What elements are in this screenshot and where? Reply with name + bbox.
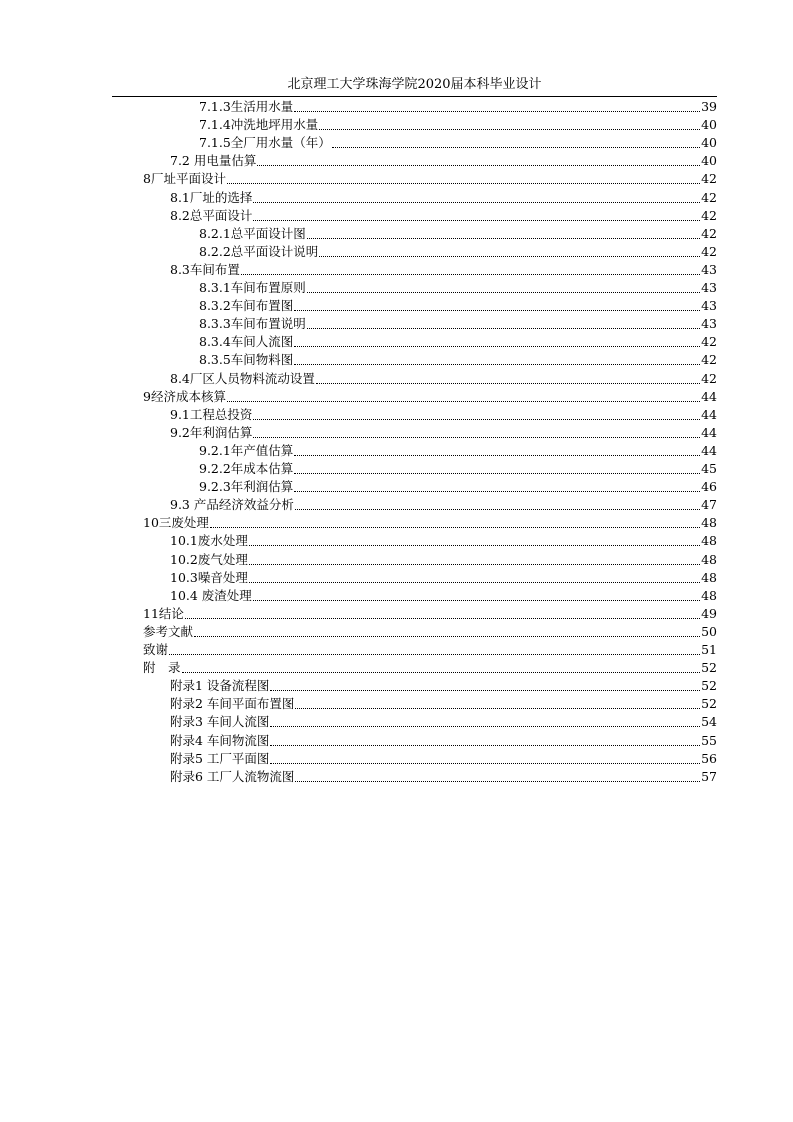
toc-entry[interactable] <box>170 695 717 713</box>
toc-page-number: 48 <box>701 533 717 549</box>
toc-entry[interactable] <box>199 243 717 261</box>
toc-dot-leader <box>295 508 700 510</box>
toc-page-number: 50 <box>701 623 717 639</box>
toc-entry-title: 附录5 工厂平面图 <box>170 750 270 766</box>
toc-entry[interactable] <box>170 569 717 587</box>
toc-entry-title: 附录3 车间人流图 <box>170 714 270 730</box>
toc-dot-leader <box>253 201 700 203</box>
toc-page-number: 40 <box>701 117 717 133</box>
toc-entry[interactable] <box>199 116 717 134</box>
toc-entry-title: 8.3.4车间人流图 <box>199 334 294 350</box>
toc-entry-title: 9经济成本核算 <box>143 388 226 404</box>
toc-dot-leader <box>257 164 700 166</box>
toc-page-number: 42 <box>701 334 717 350</box>
toc-entry-title: 10.4 废渣处理 <box>170 587 252 603</box>
toc-dot-leader <box>270 744 700 746</box>
toc-entry-title: 9.1工程总投资 <box>170 406 253 422</box>
toc-page-number: 42 <box>701 370 717 386</box>
toc-dot-leader <box>253 436 700 438</box>
toc-entry-title: 8.1厂址的选择 <box>170 189 253 205</box>
toc-entry[interactable] <box>170 713 717 731</box>
toc-entry-title: 附 录 <box>143 660 181 676</box>
toc-entry[interactable] <box>199 297 717 315</box>
toc-entry-title: 8.4厂区人员物料流动设置 <box>170 370 315 386</box>
toc-entry[interactable] <box>170 261 717 279</box>
toc-entry[interactable] <box>170 496 717 514</box>
toc-page-number: 48 <box>701 551 717 567</box>
toc-entry-title: 参考文献 <box>143 623 194 639</box>
toc-page-number: 40 <box>701 153 717 169</box>
toc-dot-leader <box>294 309 700 311</box>
toc-entry[interactable] <box>170 587 717 605</box>
toc-dot-leader <box>270 762 700 764</box>
toc-dot-leader <box>227 182 700 184</box>
toc-entry[interactable] <box>143 388 717 406</box>
toc-entry[interactable] <box>170 750 717 768</box>
toc-entry-title: 7.1.3生活用水量 <box>199 99 294 114</box>
toc-entry-title: 附录6 工厂人流物流图 <box>170 768 295 784</box>
toc-dot-leader <box>307 237 700 239</box>
toc-page-number: 49 <box>701 605 717 621</box>
toc-page-number: 42 <box>701 189 717 205</box>
toc-page-number: 45 <box>701 461 717 476</box>
toc-dot-leader <box>227 400 700 402</box>
toc-entry[interactable] <box>170 677 717 695</box>
toc-entry[interactable] <box>143 170 717 188</box>
toc-entry[interactable] <box>170 207 717 225</box>
toc-entry-title: 8.3.3车间布置说明 <box>199 316 306 332</box>
toc-entry-title: 9.2.3年利润估算 <box>199 479 294 495</box>
toc-dot-leader <box>319 255 700 257</box>
toc-entry[interactable] <box>199 315 717 333</box>
toc-dot-leader <box>210 526 700 528</box>
toc-entry[interactable] <box>143 514 717 532</box>
toc-entry[interactable] <box>170 424 717 442</box>
toc-page-number: 44 <box>701 406 717 422</box>
toc-dot-leader <box>295 707 700 709</box>
toc-dot-leader <box>295 780 700 782</box>
toc-entry-title: 8.3.5车间物料图 <box>199 352 294 368</box>
toc-page-number: 42 <box>701 243 717 259</box>
toc-page-number: 42 <box>701 225 717 241</box>
toc-page-number: 57 <box>701 768 717 784</box>
toc-entry-title: 10.3噪音处理 <box>170 569 248 585</box>
toc-page-number: 43 <box>701 261 717 277</box>
toc-page-number: 48 <box>701 515 717 531</box>
toc-dot-leader <box>294 110 700 112</box>
toc-page-number: 43 <box>701 280 717 295</box>
toc-page-number: 40 <box>701 135 717 151</box>
toc-entry-title: 附录4 车间物流图 <box>170 732 270 748</box>
toc-dot-leader <box>316 382 700 384</box>
toc-dot-leader <box>253 219 700 221</box>
toc-page-number: 39 <box>701 99 717 114</box>
toc-entry-title: 7.2 用电量估算 <box>170 153 257 169</box>
toc-dot-leader <box>182 671 701 673</box>
toc-dot-leader <box>332 146 700 148</box>
toc-entry[interactable] <box>199 279 717 297</box>
toc-entry[interactable] <box>143 623 717 641</box>
toc-entry-title: 致谢 <box>143 642 169 657</box>
toc-entry[interactable] <box>170 189 717 207</box>
toc-dot-leader <box>253 418 700 420</box>
toc-entry-title: 9.2年利润估算 <box>170 424 253 440</box>
toc-page-number: 46 <box>701 479 717 495</box>
toc-entry-title: 9.3 产品经济效益分析 <box>170 497 294 513</box>
toc-entry-title: 8.3车间布置 <box>170 261 240 277</box>
toc-page-number: 42 <box>701 171 717 187</box>
toc-entry-title: 8.2总平面设计 <box>170 207 253 223</box>
toc-page-number: 48 <box>701 569 717 585</box>
toc-entry[interactable] <box>199 460 717 478</box>
toc-entry-title: 7.1.4冲洗地坪用水量 <box>199 117 319 133</box>
toc-dot-leader <box>249 581 700 583</box>
toc-entry[interactable] <box>143 641 717 659</box>
toc-page-number: 43 <box>701 316 717 332</box>
toc-dot-leader <box>319 128 700 130</box>
toc-entry[interactable] <box>170 768 717 786</box>
toc-page-number: 42 <box>701 352 717 368</box>
toc-dot-leader <box>294 472 700 474</box>
toc-entry[interactable] <box>199 134 717 152</box>
toc-page-number: 43 <box>701 298 717 314</box>
toc-page-number: 42 <box>701 207 717 223</box>
toc-page-number: 55 <box>701 732 717 748</box>
toc-entry[interactable] <box>170 370 717 388</box>
toc-entry-title: 8.2.2总平面设计说明 <box>199 243 319 259</box>
toc-entry[interactable] <box>143 605 717 623</box>
toc-entry-title: 11结论 <box>143 605 184 621</box>
toc-dot-leader <box>307 291 700 293</box>
toc-dot-leader <box>253 599 700 601</box>
toc-entry[interactable] <box>143 659 717 677</box>
toc-entry-title: 10三废处理 <box>143 515 209 531</box>
toc-entry[interactable] <box>170 551 717 569</box>
toc-dot-leader <box>294 363 700 365</box>
toc-page-number: 52 <box>701 678 717 694</box>
toc-entry-title: 8.2.1总平面设计图 <box>199 225 306 241</box>
toc-entry[interactable] <box>199 442 717 460</box>
toc-page-number: 51 <box>701 642 717 657</box>
toc-dot-leader <box>294 345 700 347</box>
toc-dot-leader <box>194 635 700 637</box>
toc-dot-leader <box>249 544 700 546</box>
toc-dot-leader <box>249 563 700 565</box>
toc-entry-title: 8.3.2车间布置图 <box>199 298 294 314</box>
header-divider <box>112 96 717 97</box>
toc-dot-leader <box>270 725 700 727</box>
toc-entry[interactable] <box>170 732 717 750</box>
toc-page-number: 44 <box>701 388 717 404</box>
toc-page-number: 44 <box>701 424 717 440</box>
toc-entry-title: 8厂址平面设计 <box>143 171 226 187</box>
toc-dot-leader <box>185 617 700 619</box>
toc-entry[interactable] <box>170 406 717 424</box>
toc-entry-title: 附录1 设备流程图 <box>170 678 270 694</box>
toc-entry[interactable] <box>199 225 717 243</box>
toc-dot-leader <box>169 653 700 655</box>
toc-page-number: 56 <box>701 750 717 766</box>
toc-page-number: 47 <box>701 497 717 513</box>
toc-page-number: 54 <box>701 714 717 730</box>
toc-page-number: 52 <box>701 696 717 712</box>
toc-dot-leader <box>270 689 700 691</box>
toc-entry[interactable] <box>199 333 717 351</box>
toc-entry[interactable] <box>170 532 717 550</box>
toc-entry-title: 10.1废水处理 <box>170 533 248 549</box>
toc-dot-leader <box>294 490 700 492</box>
toc-entry[interactable] <box>199 351 717 369</box>
toc-entry[interactable] <box>170 152 717 170</box>
toc-entry-title: 9.2.2年成本估算 <box>199 461 294 476</box>
toc-page-number: 52 <box>701 660 717 676</box>
toc-entry-title: 9.2.1年产值估算 <box>199 442 294 458</box>
toc-entry[interactable] <box>199 98 717 116</box>
toc-entry-title: 10.2废气处理 <box>170 551 248 567</box>
toc-entry-title: 8.3.1车间布置原则 <box>199 280 306 295</box>
page-header-title: 北京理工大学珠海学院2020届本科毕业设计 <box>287 77 542 92</box>
toc-page-number: 44 <box>701 442 717 458</box>
toc-dot-leader <box>294 454 700 456</box>
toc-entry-title: 7.1.5全厂用水量（年） <box>199 135 331 151</box>
toc-entry-title: 附录2 车间平面布置图 <box>170 696 295 712</box>
toc-entry[interactable] <box>199 478 717 496</box>
toc-dot-leader <box>241 273 700 275</box>
toc-page-number: 48 <box>701 587 717 603</box>
toc-dot-leader <box>307 327 700 329</box>
